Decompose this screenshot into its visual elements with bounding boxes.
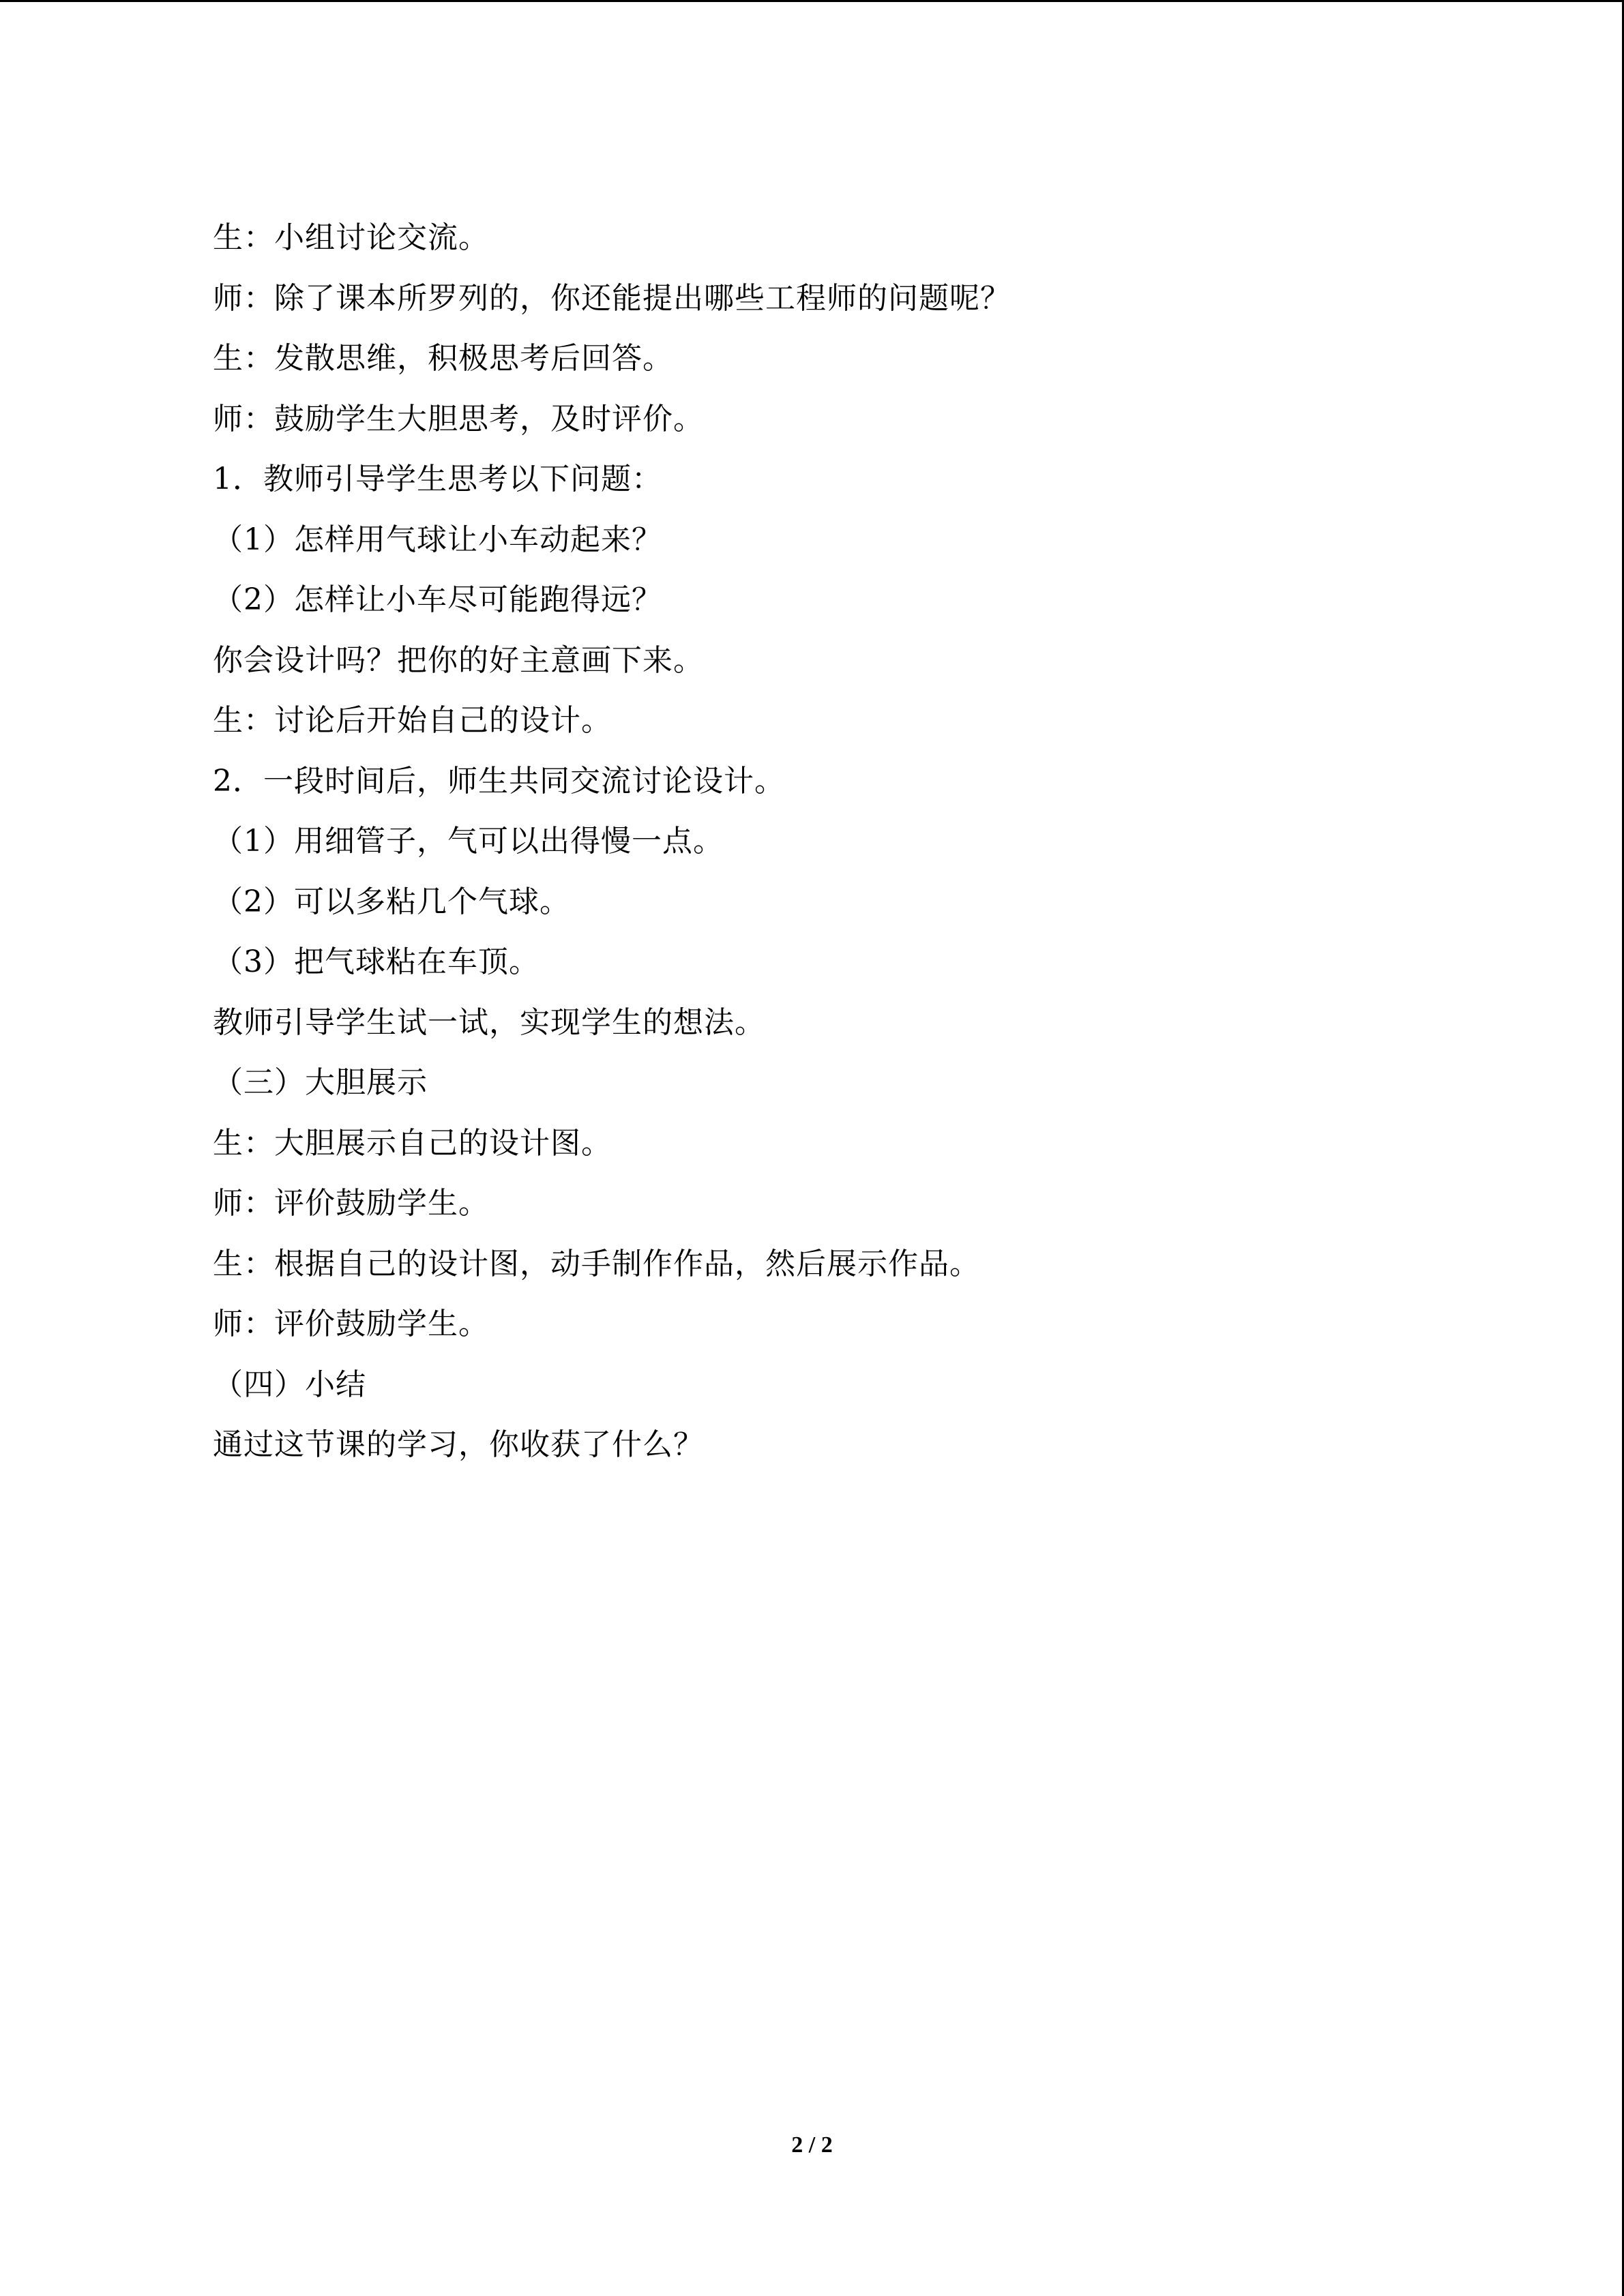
paragraph-line: 师：评价鼓励学生。	[213, 1186, 489, 1221]
paragraph-line: 生：小组讨论交流。	[213, 220, 489, 255]
paragraph-line: 通过这节课的学习，你收获了什么？	[213, 1427, 704, 1462]
paragraph-line: 你会设计吗？把你的好主意画下来。	[213, 642, 704, 678]
paragraph-line: 生：发散思维，积极思考后回答。	[213, 341, 673, 376]
paragraph-line: 生：根据自己的设计图，动手制作作品，然后展示作品。	[213, 1246, 980, 1281]
paragraph-line: 师：评价鼓励学生。	[213, 1307, 489, 1341]
paragraph-line: 生：大胆展示自己的设计图。	[213, 1125, 612, 1161]
sub-item: （2）可以多粘几个气球。	[213, 884, 570, 919]
paragraph-line: 教师引导学生试一试，实现学生的想法。	[213, 1004, 765, 1040]
section-heading: （三）大胆展示	[213, 1065, 428, 1100]
sub-item: （3）把气球粘在车顶。	[213, 944, 540, 979]
sub-item: （1）用细管子，气可以出得慢一点。	[213, 824, 724, 859]
sub-item: （2）怎样让小车尽可能跑得远？	[213, 582, 662, 617]
numbered-item: 1．教师引导学生思考以下问题：	[213, 462, 662, 496]
paragraph-line: 生：讨论后开始自己的设计。	[213, 703, 612, 738]
numbered-item: 2．一段时间后，师生共同交流讨论设计。	[213, 763, 785, 799]
paragraph-line: 师：鼓励学生大胆思考，及时评价。	[213, 401, 704, 436]
page-top-border	[0, 0, 1624, 2]
section-heading: （四）小结	[213, 1367, 366, 1402]
document-body	[213, 208, 1509, 1476]
sub-item: （1）怎样用气球让小车动起来？	[213, 522, 662, 557]
page-number: 2 / 2	[791, 2132, 833, 2158]
paragraph-line: 师：除了课本所罗列的，你还能提出哪些工程师的问题呢？	[213, 280, 1011, 316]
